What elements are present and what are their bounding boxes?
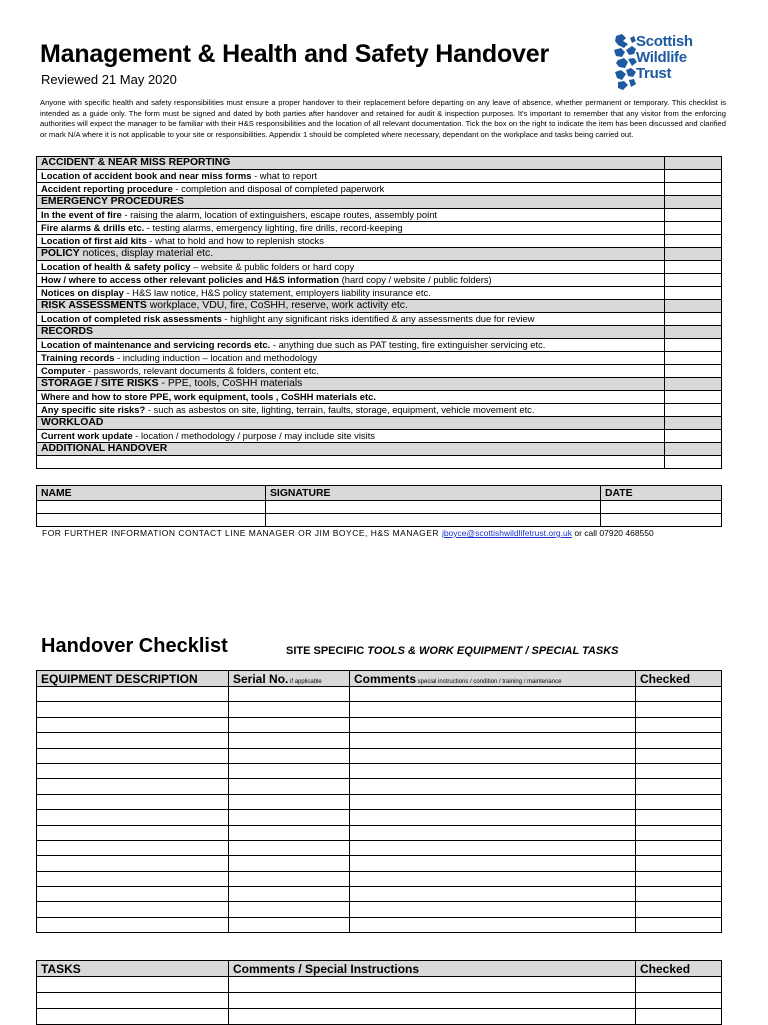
checked-box[interactable]	[636, 733, 722, 748]
checked-box[interactable]	[636, 687, 722, 702]
name-header: NAME	[37, 486, 266, 501]
section-check-cell	[665, 326, 722, 339]
item-row	[37, 222, 722, 235]
checked-box[interactable]	[636, 887, 722, 902]
comments-field[interactable]	[350, 702, 636, 717]
task-field[interactable]	[37, 993, 229, 1009]
equipment-description-field[interactable]	[37, 887, 229, 902]
serial-no-field[interactable]	[229, 687, 350, 702]
checked-box[interactable]	[636, 763, 722, 778]
section-row	[37, 300, 722, 313]
table-row	[37, 779, 722, 794]
task-comments-header: Comments / Special Instructions	[229, 961, 636, 977]
footer-phone: or call 07920 468550	[571, 528, 654, 538]
signoff-header-row	[37, 486, 722, 501]
equipment-description-field[interactable]	[37, 779, 229, 794]
section-policy: POLICY notices, display material etc.	[37, 248, 665, 261]
checklist-title: Handover Checklist	[41, 635, 228, 657]
table-row	[37, 840, 722, 855]
serial-no-field[interactable]	[229, 702, 350, 717]
section-risk-assessments: RISK ASSESSMENTS workplace, VDU, fire, CoSHH, reserve, work activity etc.	[37, 300, 665, 313]
item-row	[37, 261, 722, 274]
item-text: Location of health & safety policy – website & public folders or hard copy	[37, 261, 665, 274]
table-row	[37, 871, 722, 886]
item-row	[37, 235, 722, 248]
task-checked-box[interactable]	[636, 1009, 722, 1025]
table-row	[37, 748, 722, 763]
item-row	[37, 287, 722, 300]
section-row	[37, 248, 722, 261]
comments-field[interactable]	[350, 779, 636, 794]
item-text: How / where to access other relevant policies and H&S information (hard copy / website / public folders)	[37, 274, 665, 287]
section-check-cell	[665, 157, 722, 170]
signoff-table	[36, 485, 722, 527]
section-records: RECORDS	[37, 326, 665, 339]
comments-field[interactable]	[350, 887, 636, 902]
section-check-cell	[665, 443, 722, 456]
tick-box[interactable]	[665, 313, 722, 326]
signature-header: SIGNATURE	[266, 486, 601, 501]
checked-box[interactable]	[636, 825, 722, 840]
date-header: DATE	[601, 486, 722, 501]
task-comments-field[interactable]	[229, 977, 636, 993]
comments-field[interactable]	[350, 871, 636, 886]
equipment-description-field[interactable]	[37, 825, 229, 840]
table-row	[37, 717, 722, 732]
signature-field[interactable]	[266, 514, 601, 527]
contact-footer	[42, 528, 654, 538]
table-row	[37, 902, 722, 917]
date-field[interactable]	[601, 514, 722, 527]
table-row	[37, 825, 722, 840]
name-field[interactable]	[37, 501, 266, 514]
tick-box[interactable]	[665, 287, 722, 300]
serial-no-header: Serial No. if applicable	[229, 671, 350, 687]
task-checked-box[interactable]	[636, 977, 722, 993]
checked-box[interactable]	[636, 902, 722, 917]
checked-box[interactable]	[636, 917, 722, 932]
equipment-description-field[interactable]	[37, 794, 229, 809]
tick-box[interactable]	[665, 274, 722, 287]
tasks-header: TASKS	[37, 961, 229, 977]
checked-box[interactable]	[636, 840, 722, 855]
item-row	[37, 313, 722, 326]
checked-header: Checked	[636, 671, 722, 687]
serial-no-field[interactable]	[229, 763, 350, 778]
equipment-description-field[interactable]	[37, 687, 229, 702]
item-text: Accident reporting procedure - completion and disposal of completed paperwork	[37, 183, 665, 196]
tick-box[interactable]	[665, 391, 722, 404]
section-emergency-procedures: EMERGENCY PROCEDURES	[37, 196, 665, 209]
serial-no-field[interactable]	[229, 748, 350, 763]
tick-box[interactable]	[665, 209, 722, 222]
item-row	[37, 170, 722, 183]
email-link[interactable]: jboyce@scottishwildlifetrust.org.uk	[441, 528, 572, 538]
checked-box[interactable]	[636, 856, 722, 871]
item-text: Location of completed risk assessments - highlight any significant risks identified & any assessments due for review	[37, 313, 665, 326]
section-check-cell	[665, 300, 722, 313]
checked-box[interactable]	[636, 794, 722, 809]
logo-line-3: Trust	[636, 65, 672, 82]
tick-box[interactable]	[665, 170, 722, 183]
comments-field[interactable]	[350, 917, 636, 932]
tick-box[interactable]	[665, 365, 722, 378]
tasks-table	[36, 960, 722, 1025]
table-row	[37, 687, 722, 702]
item-row	[37, 430, 722, 443]
footer-text: FOR FURTHER INFORMATION CONTACT LINE MANAGER OR JIM BOYCE, H&S MANAGER	[42, 528, 442, 538]
tick-box[interactable]	[665, 456, 722, 469]
serial-no-field[interactable]	[229, 794, 350, 809]
section-row	[37, 417, 722, 430]
tick-box[interactable]	[665, 183, 722, 196]
checked-box[interactable]	[636, 779, 722, 794]
name-field[interactable]	[37, 514, 266, 527]
section-row	[37, 326, 722, 339]
document-title: Management & Health and Safety Handover	[40, 40, 549, 68]
serial-no-field[interactable]	[229, 902, 350, 917]
task-comments-field[interactable]	[229, 1009, 636, 1025]
comments-field[interactable]	[350, 733, 636, 748]
signoff-row	[37, 501, 722, 514]
equipment-description-field[interactable]	[37, 871, 229, 886]
section-additional-handover: ADDITIONAL HANDOVER	[37, 443, 665, 456]
serial-no-field[interactable]	[229, 887, 350, 902]
comments-field[interactable]	[350, 825, 636, 840]
item-text: Any specific site risks? - such as asbestos on site, lighting, terrain, faults, storage, equipment, vehicle movement etc.	[37, 404, 665, 417]
item-text: Computer - passwords, relevant documents & folders, content etc.	[37, 365, 665, 378]
section-row	[37, 443, 722, 456]
tick-box[interactable]	[665, 222, 722, 235]
task-checked-box[interactable]	[636, 993, 722, 1009]
checked-box[interactable]	[636, 717, 722, 732]
item-text: In the event of fire - raising the alarm, location of extinguishers, escape routes, assembly point	[37, 209, 665, 222]
section-accident-reporting: ACCIDENT & NEAR MISS REPORTING	[37, 157, 665, 170]
task-rows	[37, 977, 722, 1025]
table-row	[37, 702, 722, 717]
item-row	[37, 365, 722, 378]
checked-box[interactable]	[636, 748, 722, 763]
comments-field[interactable]	[350, 840, 636, 855]
equipment-description-field[interactable]	[37, 717, 229, 732]
reviewed-date: Reviewed 21 May 2020	[41, 72, 177, 87]
table-row	[37, 1009, 722, 1025]
table-row	[37, 794, 722, 809]
serial-no-field[interactable]	[229, 871, 350, 886]
equipment-description-field[interactable]	[37, 917, 229, 932]
section-check-cell	[665, 378, 722, 391]
intro-paragraph: Anyone with specific health and safety responsibilities must ensure a proper handover to their replacement before departing on any leave of absence, whether permanent or temporary. This checklist is intended as a guide only. The form must be signed and dated by both parties after handover and retained for audit & inspection purposes. It's important to remember that any visitor from the enforcing authorities will expect the manager to be familiar with their H&S responsibilities and the location of all relevant documentation. Tick the box on the right to indicate the item has been discussed and clarified or mark N/A where it is not applicable to your site or responsibilities. Appendix 1 should be completed where necessary, dependant on the workplace and tasks being carried out.	[40, 98, 726, 139]
checked-box[interactable]	[636, 871, 722, 886]
section-check-cell	[665, 196, 722, 209]
logo-line-1: Scottish	[636, 33, 693, 50]
tick-box[interactable]	[665, 352, 722, 365]
serial-no-field[interactable]	[229, 917, 350, 932]
serial-no-field[interactable]	[229, 840, 350, 855]
item-text: Location of maintenance and servicing records etc. - anything due such as PAT testing, fire extinguisher servicing etc.	[37, 339, 665, 352]
table-row	[37, 856, 722, 871]
equipment-description-field[interactable]	[37, 748, 229, 763]
equipment-description-field[interactable]	[37, 763, 229, 778]
tasks-header-row	[37, 961, 722, 977]
date-field[interactable]	[601, 501, 722, 514]
section-row	[37, 378, 722, 391]
signoff-row	[37, 514, 722, 527]
item-row	[37, 456, 722, 469]
comments-header: Comments special instructions / condition / training / maintenance	[350, 671, 636, 687]
item-text: Current work update - location / methodology / purpose / may include site visits	[37, 430, 665, 443]
comments-field[interactable]	[350, 748, 636, 763]
equipment-description-field[interactable]	[37, 902, 229, 917]
item-row	[37, 339, 722, 352]
item-text: Training records - including induction – location and methodology	[37, 352, 665, 365]
task-comments-field[interactable]	[229, 993, 636, 1009]
logo-wordmark	[636, 34, 693, 82]
section-row	[37, 157, 722, 170]
equipment-table	[36, 670, 722, 933]
equipment-description-field[interactable]	[37, 840, 229, 855]
comments-field[interactable]	[350, 763, 636, 778]
equipment-rows	[37, 687, 722, 933]
comments-field[interactable]	[350, 794, 636, 809]
tick-box[interactable]	[665, 404, 722, 417]
item-row	[37, 352, 722, 365]
item-text: Notices on display - H&S law notice, H&S policy statement, employers liability insurance etc.	[37, 287, 665, 300]
checked-box[interactable]	[636, 810, 722, 825]
tick-box[interactable]	[665, 430, 722, 443]
item-row	[37, 274, 722, 287]
table-row	[37, 993, 722, 1009]
item-row	[37, 404, 722, 417]
serial-no-field[interactable]	[229, 733, 350, 748]
comments-field[interactable]	[350, 902, 636, 917]
equipment-description-header: EQUIPMENT DESCRIPTION	[37, 671, 229, 687]
table-row	[37, 917, 722, 932]
checklist-subtitle: SITE SPECIFIC TOOLS & WORK EQUIPMENT / SPECIAL TASKS	[286, 645, 619, 657]
equipment-description-field[interactable]	[37, 810, 229, 825]
signature-field[interactable]	[266, 501, 601, 514]
checked-box[interactable]	[636, 702, 722, 717]
item-text: Fire alarms & drills etc. - testing alarms, emergency lighting, fire drills, record-keeping	[37, 222, 665, 235]
logo-line-2: Wildlife	[636, 49, 687, 66]
table-row	[37, 977, 722, 993]
serial-no-field[interactable]	[229, 779, 350, 794]
serial-no-field[interactable]	[229, 717, 350, 732]
tick-box[interactable]	[665, 235, 722, 248]
serial-no-field[interactable]	[229, 825, 350, 840]
equipment-description-field[interactable]	[37, 733, 229, 748]
equipment-description-field[interactable]	[37, 702, 229, 717]
item-text: Location of accident book and near miss forms - what to report	[37, 170, 665, 183]
comments-field[interactable]	[350, 856, 636, 871]
task-checked-header: Checked	[636, 961, 722, 977]
tick-box[interactable]	[665, 261, 722, 274]
item-text: Location of first aid kits - what to hold and how to replenish stocks	[37, 235, 665, 248]
comments-field[interactable]	[350, 810, 636, 825]
handover-items-table	[36, 156, 722, 469]
item-row	[37, 391, 722, 404]
comments-field[interactable]	[350, 687, 636, 702]
item-text: Where and how to store PPE, work equipment, tools , CoSHH materials etc.	[37, 391, 665, 404]
table-row	[37, 887, 722, 902]
tick-box[interactable]	[665, 339, 722, 352]
serial-no-field[interactable]	[229, 856, 350, 871]
item-row	[37, 209, 722, 222]
table-row	[37, 763, 722, 778]
task-field[interactable]	[37, 977, 229, 993]
task-field[interactable]	[37, 1009, 229, 1025]
item-row	[37, 183, 722, 196]
section-row	[37, 196, 722, 209]
serial-no-field[interactable]	[229, 810, 350, 825]
additional-handover-field[interactable]	[37, 456, 665, 469]
section-workload: WORKLOAD	[37, 417, 665, 430]
table-row	[37, 810, 722, 825]
section-check-cell	[665, 248, 722, 261]
table-row	[37, 733, 722, 748]
section-storage-site-risks: STORAGE / SITE RISKS - PPE, tools, CoSHH materials	[37, 378, 665, 391]
equipment-description-field[interactable]	[37, 856, 229, 871]
section-check-cell	[665, 417, 722, 430]
equipment-header-row	[37, 671, 722, 687]
comments-field[interactable]	[350, 717, 636, 732]
